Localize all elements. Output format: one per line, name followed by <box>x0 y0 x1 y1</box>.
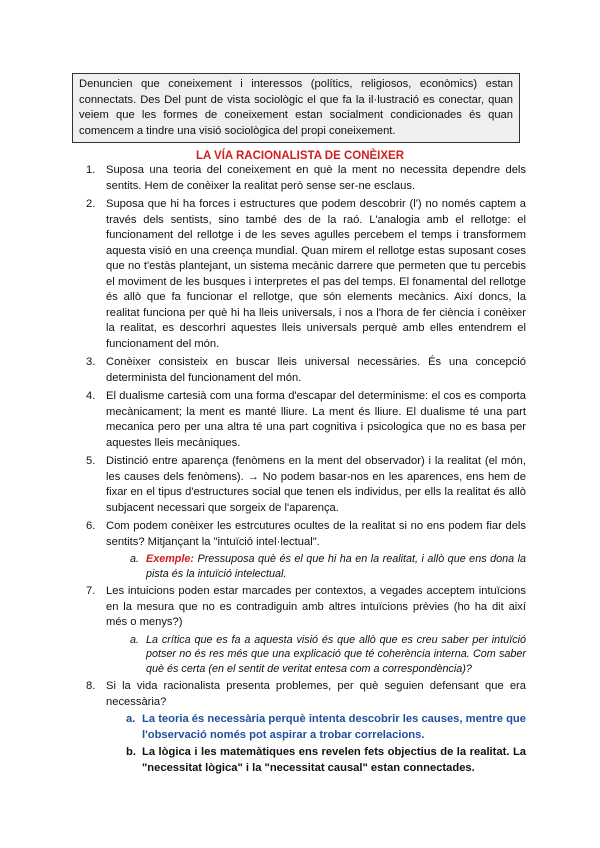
sub-item-text: Pressuposa què és el que hi ha en la realitat, i allò que ens dona la pista és la intuïció intelectual. <box>146 553 526 580</box>
sub-item-8a <box>106 712 526 743</box>
intro-text: Denuncien que coneixement i interessos (polítics, religiosos, econòmics) estan connectats. Des Del punt de vista sociològic el que fa la il·lustració es conectar, quan veiem que les formes de coneixement estan socialment condicionades és quan comencem a tindre una visió sociològica del propi coneixement. <box>79 78 513 137</box>
list-item-1 <box>86 163 526 194</box>
sub-item-letter: a. <box>130 633 140 646</box>
example-label: Exemple: <box>146 553 195 565</box>
item-text: Si la vida racionalista presenta problemes, per què seguien defensant que era necessària? <box>106 680 526 708</box>
sub-item-text: La teoria és necessària perquè intenta descobrir les causes, mentre que l'observació només pot aspirar a trobar correlacions. <box>142 713 526 741</box>
item-number: 2. <box>86 198 96 210</box>
item-text: Distinció entre aparença (fenòmens en la ment del observador) i la realitat (el món, les causes dels fenòmens). → No podem basar-nos en les aparences, ens hem de fixar en el tipus d'estructures social que tenen els individus, per ells la realitat és allò subjacent necessari que sorgeix de l'aparença. <box>106 455 526 514</box>
sub-item-text: La lògica i les matemàtiques ens revelen fets objectius de la realitat. La "necessitat lògica" i la "necessitat causal" estan connectades. <box>142 746 526 774</box>
item-number: 5. <box>86 455 96 467</box>
sub-item-8b <box>106 745 526 776</box>
item-text: El dualisme cartesià com una forma d'escapar del determinisme: el cos es comporta mecànicament; la ment es manté lliure. La ment és lliure. El dualisme té una part mecanica pero per una altra té una part cognitiva i psicologica que no es basa per aquestes lleis mecàniques. <box>106 390 526 449</box>
sub-item-letter: a. <box>126 713 136 725</box>
item-number: 4. <box>86 390 96 402</box>
list-item-2 <box>86 197 526 352</box>
item-number: 7. <box>86 585 96 597</box>
item-text: Les intuicions poden estar marcades per contextos, a vegades acceptem intuïcions en la mesura que no es contradiguin amb altres intuïcions prèvies (ho ha dit així més o menys?) <box>106 585 526 628</box>
item-number: 1. <box>86 164 96 176</box>
list-item-6 <box>86 519 526 581</box>
item-text: Suposa que hi ha forces i estructures que podem descobrir (l') no només captem a través dels sentists, sino també des de la raó. L'analogia amb el rellotge: el funcionament del rellotge i de les seves agulles percebem el temps i transformem aquesta visió en una creença mundial. Quan mirem el rellotge estas suposant coses que no t'estàs plantejant, un sistema mecànic darrere que permeten que tu percebis el moviment de les busques i interpretes el pas del temps. El fonamental del rellotge és allò que fa funcionar el rellotge, que són elements mecànics. Així doncs, la realitat funciona per què hi ha lleis universals, i nos a l'hora de fer ciència i conèixer la realitat, es descorhri aquestes lleis universals perquè amb elles entendrem el funcionament del món. <box>106 198 526 350</box>
list-item-7 <box>86 584 526 676</box>
sub-item-7a <box>106 633 526 677</box>
list-item-4 <box>86 389 526 451</box>
sub-item-text: La crítica que es fa a aquesta visió és que allò que es creu saber per intuïció potser no és res més que una explicació que té coherència interna. Com saber què és certa (en el sentit de veritat entesa com a correspondència)? <box>146 633 526 675</box>
sub-item-letter: b. <box>126 746 136 758</box>
list-item-8 <box>86 679 526 776</box>
section-title: LA VÍA RACIONALISTA DE CONÈIXER <box>195 150 405 162</box>
sub-item-6a <box>106 552 526 581</box>
item-number: 3. <box>86 356 96 368</box>
item-text: Conèixer consisteix en buscar lleis universal necessàries. És una concepció determinista del funcionament del món. <box>106 356 526 384</box>
list-item-5 <box>86 454 526 516</box>
item-number: 8. <box>86 680 96 692</box>
item-number: 6. <box>86 520 96 532</box>
list-item-3 <box>86 355 526 386</box>
intro-box <box>72 73 520 143</box>
numbered-list <box>86 163 526 779</box>
sub-item-letter: a. <box>130 553 140 565</box>
item-text: Com podem conèixer les estrcutures ocultes de la realitat si no ens podem fiar dels sentits? Mitjançant la "intuïció intel·lectual". <box>106 520 526 548</box>
item-text: Suposa una teoria del coneixement en què la ment no necessita dependre dels sentits. Hem de conèixer la realitat però sense ser-ne esclaus. <box>106 164 526 192</box>
